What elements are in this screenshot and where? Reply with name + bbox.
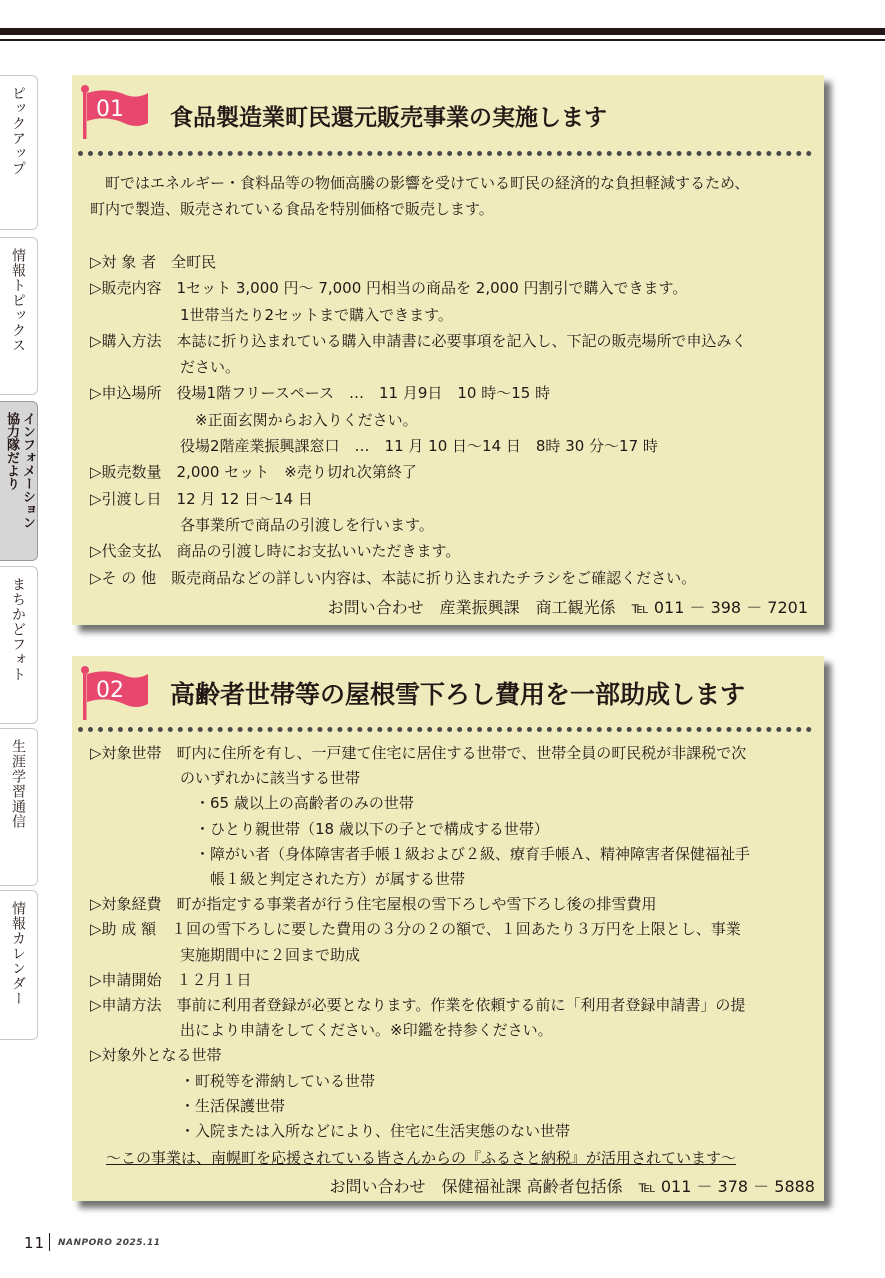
dotted-divider — [78, 727, 812, 732]
contact-line: お問い合わせ 保健福祉課 高齢者包括係 ℡ 011 － 378 － 5888 — [329, 1177, 815, 1196]
section-number: 02 — [96, 678, 124, 703]
page-number: 11 — [24, 1234, 46, 1252]
body-line: ▷対象外となる世帯 — [90, 1046, 222, 1065]
body-line: ▷対象経費 町が指定する事業者が行う住宅屋根の雪下ろしや雪下ろし後の排雪費用 — [90, 895, 657, 914]
body-line: ▷申請開始 １２月１日 — [90, 970, 252, 989]
dotted-divider — [78, 151, 812, 156]
body-line: ▷対 象 者 全町民 — [90, 252, 217, 271]
body-line: 町ではエネルギー・食料品等の物価高騰の影響を受けている町民の経済的な負担軽減するため、 — [90, 174, 750, 192]
tab-label: まちかどフォト — [10, 577, 26, 682]
body-line: ▷申請方法 事前に利用者登録が必要となります。作業を依頼する前に「利用者登録申請書」の提 — [90, 996, 746, 1014]
body-line: ▷販売数量 2,000 セット ※売り切れ次第終了 — [90, 463, 417, 482]
flag-icon — [80, 662, 152, 720]
tab-label: 生涯学習通信 — [10, 739, 26, 829]
tab-label: インフォメーション 協力隊だより — [4, 412, 35, 529]
body-line: ・65 歳以上の高齢者のみの世帯 — [90, 794, 414, 813]
section-1-box — [72, 75, 824, 625]
footer-divider — [49, 1233, 50, 1251]
body-line: 帳１級と判定された方）が属する世帯 — [90, 870, 466, 888]
body-line: ▷そ の 他 販売商品などの詳しい内容は、本誌に折り込まれたチラシをご確認ください。 — [90, 568, 697, 587]
tab-lifelong-learning[interactable] — [0, 728, 38, 886]
body-line: ▷対象世帯 町内に住所を有し、一戸建て住宅に居住する世帯で、世帯全員の町民税が非課税で次 — [90, 744, 747, 762]
section-title: 食品製造業町民還元販売事業の実施します — [170, 105, 607, 131]
body-line: ※正面玄関からお入りください。 — [90, 410, 418, 429]
body-line: 1世帯当たり2セットまで購入できます。 — [90, 305, 453, 324]
body-line: のいずれかに該当する世帯 — [90, 769, 361, 788]
body-line: ださい。 — [90, 358, 241, 377]
tab-pickup[interactable] — [0, 75, 38, 230]
section-number: 01 — [96, 97, 124, 122]
body-line: 町内で製造、販売されている食品を特別価格で販売します。 — [90, 200, 494, 219]
magazine-name: NANPORO 2025.11 — [58, 1238, 161, 1248]
tab-label: 情報カレンダー — [10, 901, 26, 1006]
body-line: ▷購入方法 本誌に折り込まれている購入申請書に必要事項を記入し、下記の販売場所で申込みく — [90, 331, 747, 350]
tab-label: 情報トピックス — [10, 248, 26, 353]
body-line: ▷代金支払 商品の引渡し時にお支払いいただきます。 — [90, 542, 461, 561]
top-rule-thin — [0, 39, 885, 41]
body-line: 実施期間中に２回まで助成 — [90, 945, 361, 964]
tab-label: ピックアップ — [10, 86, 26, 176]
top-rule-thick — [0, 28, 885, 35]
body-line: ▷申込場所 役場1階フリースペース … 11 月9日 10 時～15 時 — [90, 384, 551, 403]
body-line: ・町税等を滞納している世帯 — [90, 1071, 376, 1090]
body-line: ▷引渡し日 12 月 12 日～14 日 — [90, 489, 313, 508]
section-title: 高齢者世帯等の屋根雪下ろし費用を一部助成します — [170, 680, 746, 709]
body-line: 出により申請をしてください。※印鑑を持参ください。 — [90, 1021, 553, 1040]
body-line: ・障がい者（身体障害者手帳１級および２級、療育手帳Ａ、精神障害者保健福祉手 — [90, 844, 751, 863]
body-line: ・入院または入所などにより、住宅に生活実態のない世帯 — [90, 1122, 571, 1140]
tab-information[interactable] — [0, 401, 38, 561]
section-2-box — [72, 656, 824, 1201]
body-line: ▷助 成 額 １回の雪下ろしに要した費用の３分の２の額で、１回あたり３万円を上限とし、事業 — [90, 920, 741, 939]
body-line: ・ひとり親世帯（18 歳以下の子とで構成する世帯） — [90, 819, 549, 838]
tab-machikado-photo[interactable] — [0, 566, 38, 724]
furusato-note: ～この事業は、南幌町を応援されている皆さんからの『ふるさと納税』が活用されています～ — [106, 1149, 737, 1167]
body-line: ・生活保護世帯 — [90, 1096, 286, 1115]
contact-line: お問い合わせ 産業振興課 商工観光係 ℡ 011 － 398 － 7201 — [327, 598, 808, 617]
body-line: ▷販売内容 1セット 3,000 円～ 7,000 円相当の商品を 2,000 円割引で購入できます。 — [90, 279, 688, 298]
flag-icon — [80, 81, 152, 139]
tab-info-topics[interactable] — [0, 237, 38, 395]
body-line: 各事業所で商品の引渡しを行います。 — [90, 515, 434, 534]
body-line: 役場2階産業振興課窓口 … 11 月 10 日～14 日 8時 30 分～17 時 — [90, 437, 658, 455]
tab-info-calendar[interactable] — [0, 890, 38, 1040]
